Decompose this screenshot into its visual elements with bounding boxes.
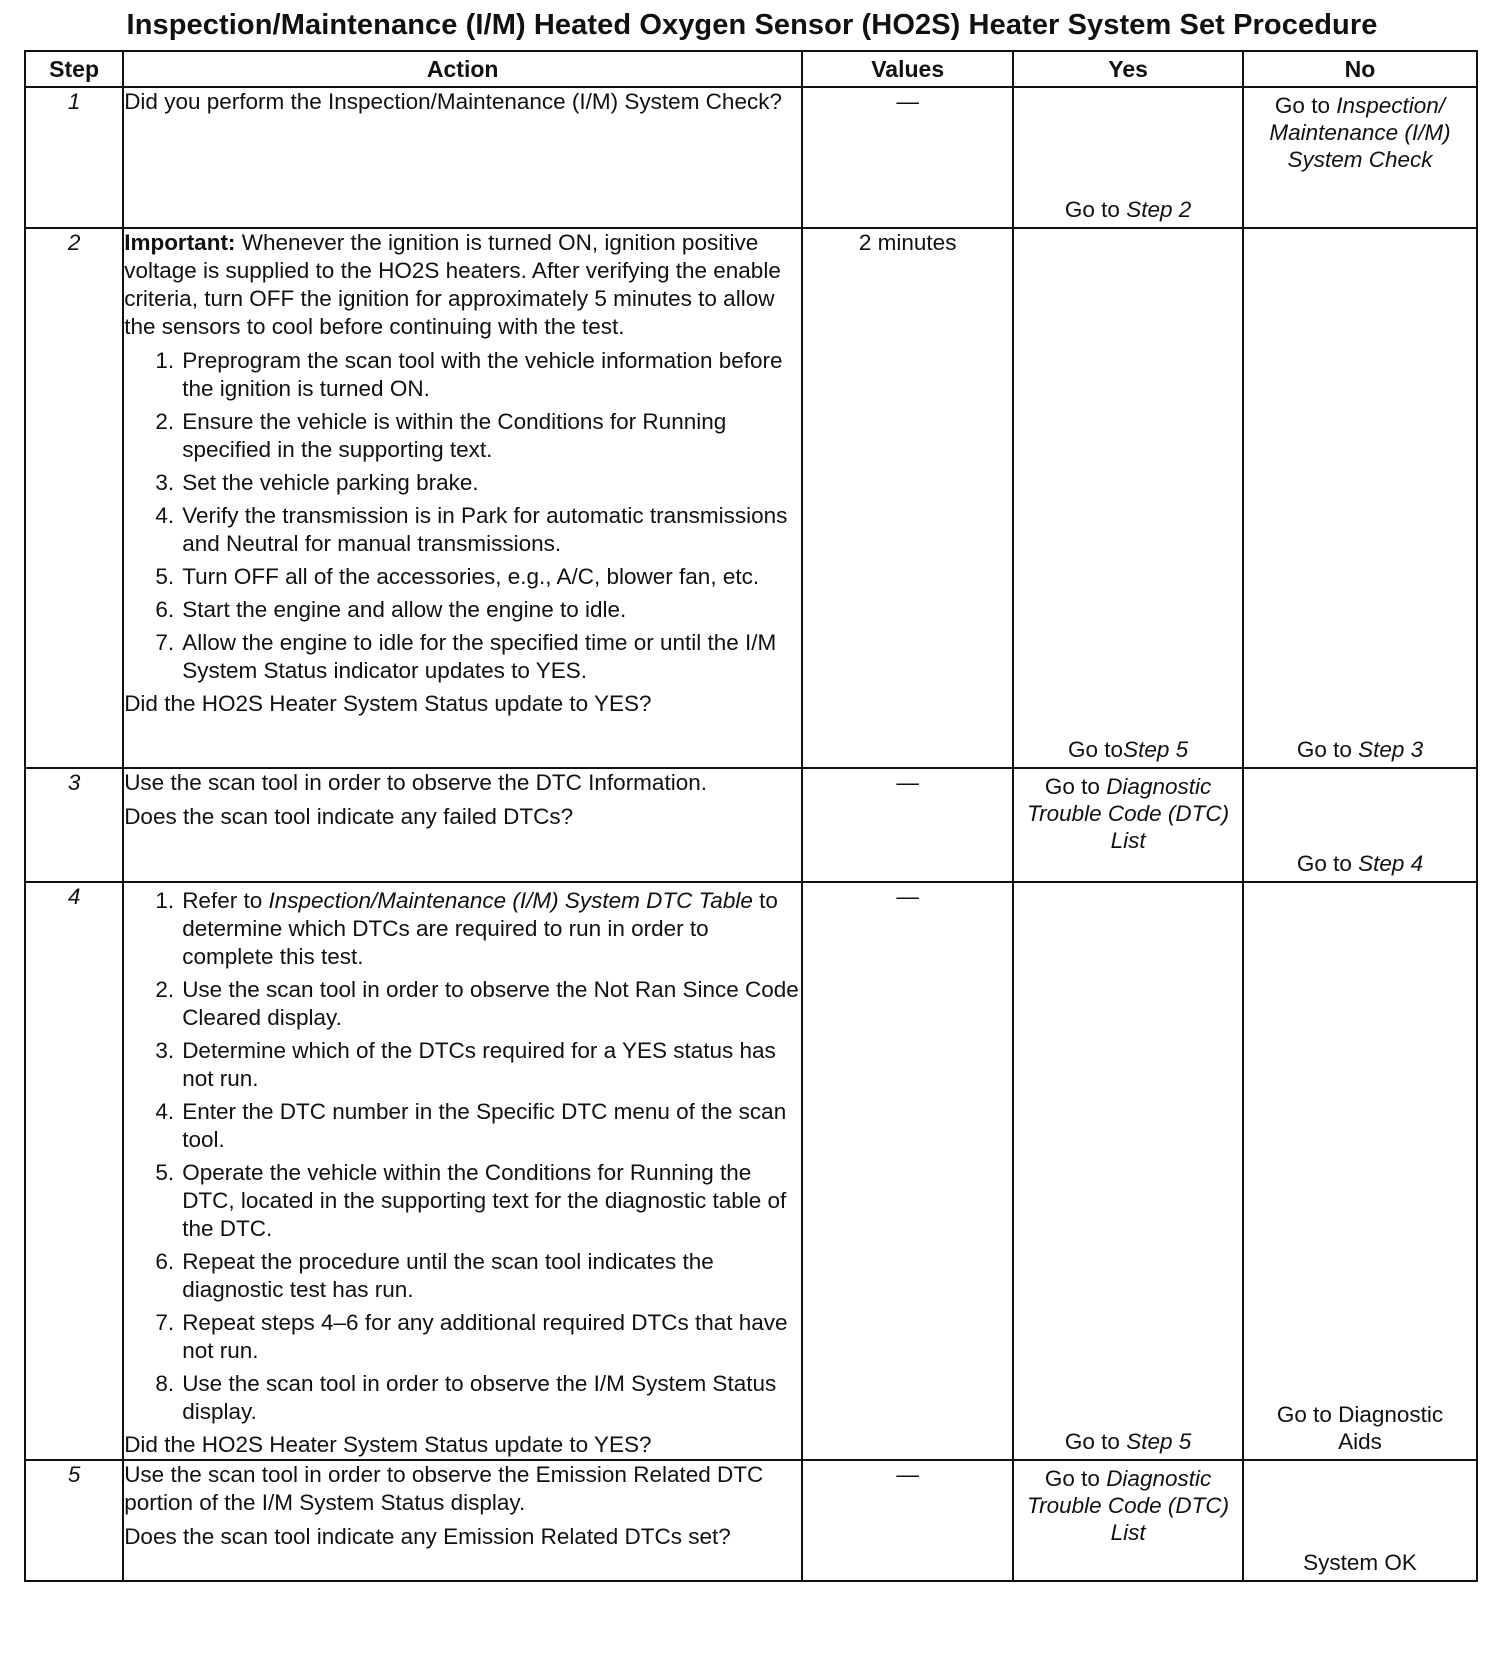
yes-prefix: Go to — [1064, 197, 1127, 222]
action-question: Does the scan tool indicate any failed DTCs? — [124, 804, 574, 829]
action-cell — [123, 228, 802, 768]
action-text: Use the scan tool in order to observe the DTC Information. — [124, 770, 707, 795]
action-question: Did the HO2S Heater System Status update to YES? — [124, 1432, 652, 1457]
yes-prefix: Go to — [1044, 1466, 1107, 1491]
list-item: 4. Verify the transmission is in Park for automatic transmissions and Neutral for manual transmissions. — [155, 503, 788, 556]
no-prefix: Go to — [1296, 851, 1359, 876]
no-cell — [1243, 882, 1477, 1460]
action-text: Use the scan tool in order to observe the Emission Related DTC portion of the I/M System Status display. — [124, 1462, 764, 1515]
no-cell — [1243, 228, 1477, 768]
action-question: Does the scan tool indicate any Emission Related DTCs set? — [124, 1524, 731, 1549]
list-item: 5. Turn OFF all of the accessories, e.g., A/C, blower fan, etc. — [155, 564, 760, 589]
yes-link[interactable]: Diagnostic Trouble Code (DTC) List — [1027, 1466, 1230, 1545]
header-action: Action — [123, 51, 802, 87]
step-number: 3 — [25, 768, 123, 882]
list-item: 5. Operate the vehicle within the Conditions for Running the DTC, located in the supporting text for the diagnostic table of the DTC. — [155, 1160, 787, 1241]
yes-prefix: Go to — [1064, 1429, 1127, 1454]
list-item: 8. Use the scan tool in order to observe the I/M System Status display. — [155, 1371, 777, 1424]
step-number: 1 — [25, 87, 123, 228]
yes-cell — [1013, 1460, 1243, 1581]
procedure-table — [24, 50, 1478, 1582]
values-cell: 2 minutes — [802, 228, 1013, 768]
list-item: 2. Ensure the vehicle is within the Conditions for Running specified in the supporting text. — [155, 409, 727, 462]
action-cell — [123, 768, 802, 882]
step-number: 4 — [25, 882, 123, 1460]
dtc-table-link[interactable]: Inspection/Maintenance (I/M) System DTC Table — [268, 888, 753, 913]
values-cell: — — [802, 87, 1013, 228]
table-row — [25, 1460, 1477, 1581]
step-number: 5 — [25, 1460, 123, 1581]
action-cell — [123, 1460, 802, 1581]
list-item: 7. Repeat steps 4–6 for any additional required DTCs that have not run. — [155, 1310, 788, 1363]
yes-link[interactable]: Step 5 — [1123, 737, 1189, 762]
no-cell — [1243, 87, 1477, 228]
yes-link[interactable]: Diagnostic Trouble Code (DTC) List — [1027, 774, 1230, 853]
header-step: Step — [25, 51, 123, 87]
no-link[interactable]: Step 3 — [1358, 737, 1424, 762]
list-item: 2. Use the scan tool in order to observe the Not Ran Since Code Cleared display. — [155, 977, 799, 1030]
list-item: 6. Repeat the procedure until the scan tool indicates the diagnostic test has run. — [155, 1249, 714, 1302]
table-header-row — [25, 51, 1477, 87]
action-question: Did the HO2S Heater System Status update to YES? — [124, 691, 652, 716]
action-question: Did you perform the Inspection/Maintenance (I/M) System Check? — [124, 89, 782, 114]
list-item: 3. Determine which of the DTCs required for a YES status has not run. — [155, 1038, 776, 1091]
values-cell: — — [802, 882, 1013, 1460]
table-row — [25, 768, 1477, 882]
list-item: 6. Start the engine and allow the engine to idle. — [155, 597, 627, 622]
header-yes: Yes — [1013, 51, 1243, 87]
instruction-list — [124, 347, 801, 685]
list-item: 1. Preprogram the scan tool with the vehicle information before the ignition is turned ON. — [155, 348, 783, 401]
values-cell: — — [802, 1460, 1013, 1581]
no-link[interactable]: Step 4 — [1358, 851, 1424, 876]
yes-prefix: Go to — [1068, 737, 1124, 762]
important-text: Whenever the ignition is turned ON, ignition positive voltage is supplied to the HO2S heaters. After verifying the enable criteria, turn OFF the ignition for approximately 5 minutes to allow the sensors to cool before continuing with the test. — [124, 230, 781, 339]
header-values: Values — [802, 51, 1013, 87]
yes-cell — [1013, 87, 1243, 228]
values-cell: — — [802, 768, 1013, 882]
yes-cell — [1013, 882, 1243, 1460]
yes-cell — [1013, 228, 1243, 768]
important-note — [124, 229, 801, 341]
no-cell — [1243, 768, 1477, 882]
table-row — [25, 87, 1477, 228]
header-no: No — [1243, 51, 1477, 87]
instruction-list — [124, 887, 801, 1426]
list-item: 1. Refer to Inspection/Maintenance (I/M) System DTC Table to determine which DTCs are required to run in order to complete this test. — [155, 888, 778, 969]
important-label: Important: — [124, 230, 236, 255]
yes-link[interactable]: Step 2 — [1126, 197, 1192, 222]
table-row — [25, 882, 1477, 1460]
step-number: 2 — [25, 228, 123, 768]
action-cell — [123, 87, 802, 228]
no-prefix: Go to — [1296, 737, 1359, 762]
no-link[interactable]: Inspection/ Maintenance (I/M) System Check — [1269, 93, 1451, 172]
no-text[interactable]: Go to Diagnostic Aids — [1276, 1402, 1444, 1454]
list-item: 7. Allow the engine to idle for the specified time or until the I/M System Status indicator updates to YES. — [155, 630, 777, 683]
list-item: 4. Enter the DTC number in the Specific DTC menu of the scan tool. — [155, 1099, 787, 1152]
no-prefix: Go to — [1274, 93, 1337, 118]
list-item: 3. Set the vehicle parking brake. — [155, 470, 479, 495]
no-cell — [1243, 1460, 1477, 1581]
yes-link[interactable]: Step 5 — [1126, 1429, 1192, 1454]
yes-cell — [1013, 768, 1243, 882]
no-text: System OK — [1303, 1550, 1417, 1575]
action-cell — [123, 882, 802, 1460]
table-row — [25, 228, 1477, 768]
page-title: Inspection/Maintenance (I/M) Heated Oxygen Sensor (HO2S) Heater System Set Procedure — [126, 9, 1378, 41]
yes-prefix: Go to — [1044, 774, 1107, 799]
